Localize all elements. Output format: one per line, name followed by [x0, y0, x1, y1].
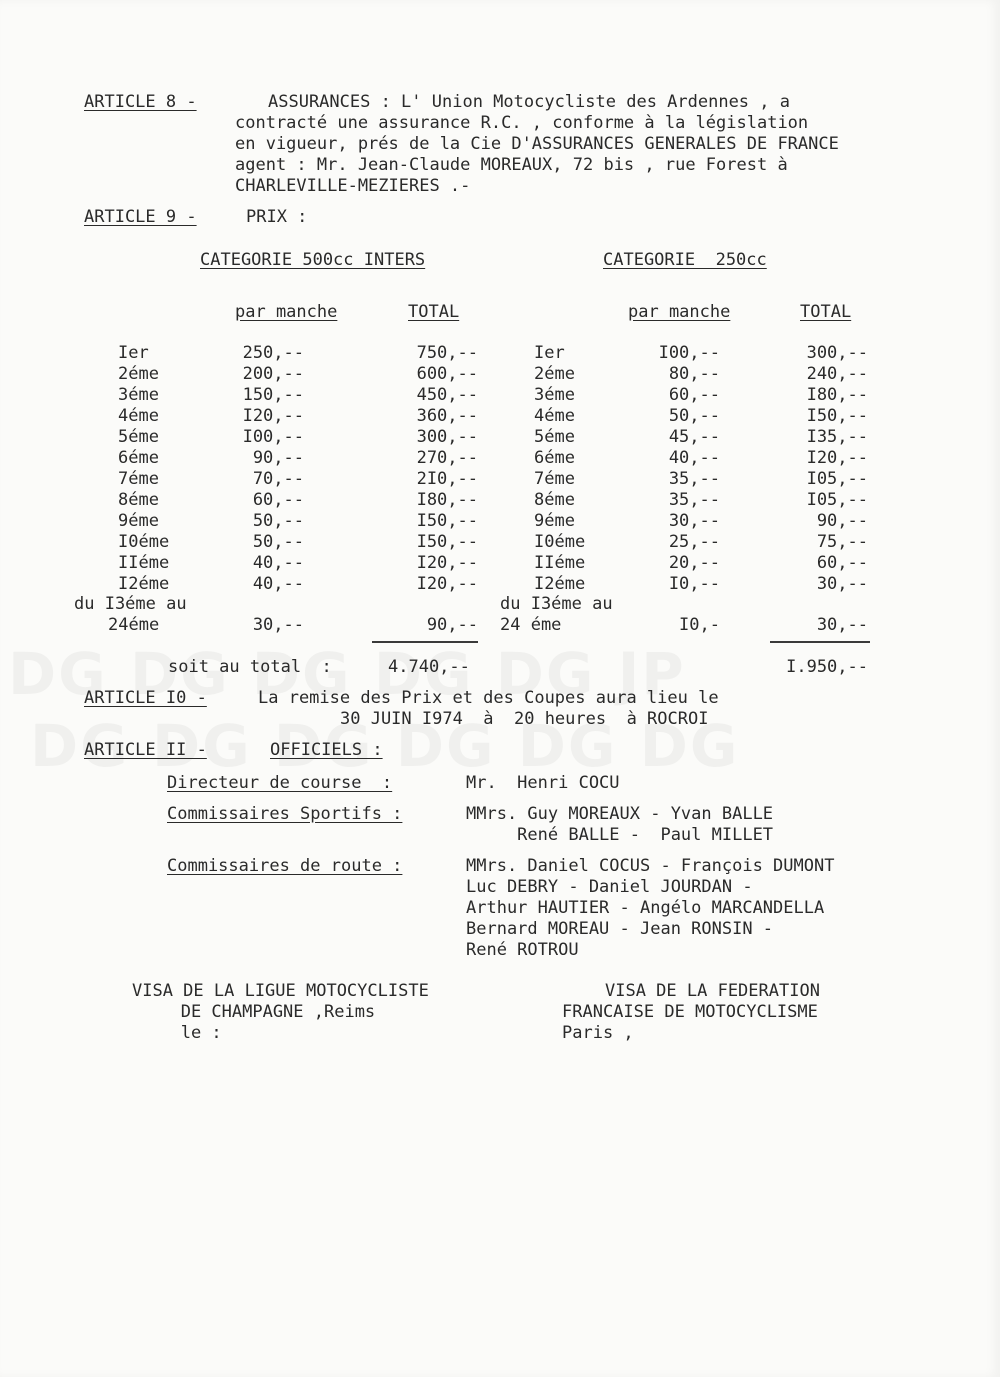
cat250-place-row-2: 2éme	[534, 364, 575, 384]
cat250-total-row-2: 240,--	[806, 364, 868, 384]
cat250-manche-row-10: 25,--	[668, 532, 720, 552]
cat500-place-row-1: Ier	[118, 343, 149, 363]
visa-federation-line-3: Paris ,	[562, 1023, 634, 1043]
visa-federation-line-2: FRANCAISE DE MOTOCYCLISME	[562, 1002, 818, 1022]
route-line-2: Luc DEBRY - Daniel JOURDAN -	[466, 877, 753, 897]
cat500-manche-row-6: 90,--	[252, 448, 304, 468]
article8-line-4: agent : Mr. Jean-Claude MOREAUX, 72 bis , rue Forest à	[235, 155, 788, 175]
cat250-total-row-11: 60,--	[816, 553, 868, 573]
cat250-manche-row-3: 60,--	[668, 385, 720, 405]
cat250-range-manche: I0,-	[679, 615, 720, 635]
cat250-total-row-10: 75,--	[816, 532, 868, 552]
cat500-place-row-5: 5éme	[118, 427, 159, 447]
sportifs-label: Commissaires Sportifs :	[167, 804, 403, 824]
cat500-col-total: TOTAL	[408, 302, 460, 322]
cat500-total-row-5: 300,--	[416, 427, 478, 447]
cat500-place-row-9: 9éme	[118, 511, 159, 531]
cat500-manche-row-2: 200,--	[242, 364, 304, 384]
cat250-manche-row-9: 30,--	[668, 511, 720, 531]
cat250-place-row-7: 7éme	[534, 469, 575, 489]
cat250-manche-row-8: 35,--	[668, 490, 720, 510]
cat250-place-row-8: 8éme	[534, 490, 575, 510]
cat250-heading: CATEGORIE 250cc	[603, 250, 767, 270]
route-line-3: Arthur HAUTIER - Angélo MARCANDELLA	[466, 898, 825, 918]
cat500-range-manche: 30,--	[252, 615, 304, 635]
visa-ligue-line-1: VISA DE LA LIGUE MOTOCYCLISTE	[132, 981, 429, 1001]
cat500-place-row-7: 7éme	[118, 469, 159, 489]
cat250-total-rule	[770, 641, 870, 643]
cat250-total-row-9: 90,--	[816, 511, 868, 531]
cat250-place-row-5: 5éme	[534, 427, 575, 447]
cat500-range-label-1: du I3éme au	[74, 594, 187, 614]
article10-label: ARTICLE I0 -	[84, 688, 207, 708]
cat250-place-row-12: I2éme	[534, 574, 586, 594]
cat500-total-row-8: I80,--	[416, 490, 478, 510]
cat500-place-row-8: 8éme	[118, 490, 159, 510]
cat500-total-row-7: 2I0,--	[416, 469, 478, 489]
article10-line-2: 30 JUIN I974 à 20 heures à ROCROI	[340, 709, 709, 729]
cat250-place-row-11: IIéme	[534, 553, 586, 573]
cat500-total-row-6: 270,--	[416, 448, 478, 468]
cat250-total-row-3: I80,--	[806, 385, 868, 405]
cat500-manche-row-5: I00,--	[242, 427, 304, 447]
article8-line-1: ASSURANCES : L' Union Motocycliste des Ardennes , a	[268, 92, 790, 112]
cat500-manche-row-12: 40,--	[252, 574, 304, 594]
cat250-manche-row-1: I00,--	[658, 343, 720, 363]
cat250-total-row-6: I20,--	[806, 448, 868, 468]
cat250-range-total: 30,--	[816, 615, 868, 635]
cat500-place-row-6: 6éme	[118, 448, 159, 468]
sportifs-line-2: René BALLE - Paul MILLET	[466, 825, 774, 845]
directeur-value: Mr. Henri COCU	[466, 773, 620, 793]
cat500-manche-row-9: 50,--	[252, 511, 304, 531]
route-line-4: Bernard MOREAU - Jean RONSIN -	[466, 919, 774, 939]
cat500-total-row-9: I50,--	[416, 511, 478, 531]
visa-ligue-line-3: le :	[150, 1023, 222, 1043]
cat250-place-row-10: I0éme	[534, 532, 586, 552]
cat500-place-row-3: 3éme	[118, 385, 159, 405]
cat500-total-row-10: I50,--	[416, 532, 478, 552]
directeur-label: Directeur de course :	[167, 773, 393, 793]
cat250-manche-row-4: 50,--	[668, 406, 720, 426]
visa-ligue-line-2: DE CHAMPAGNE ,Reims	[150, 1002, 376, 1022]
cat500-heading: CATEGORIE 500cc INTERS	[200, 250, 426, 270]
article11-label: ARTICLE II -	[84, 740, 207, 760]
cat250-place-row-4: 4éme	[534, 406, 575, 426]
cat250-place-row-6: 6éme	[534, 448, 575, 468]
cat250-total-row-4: I50,--	[806, 406, 868, 426]
cat250-manche-row-2: 80,--	[668, 364, 720, 384]
cat500-total-row-2: 600,--	[416, 364, 478, 384]
cat500-sum-label: soit au total :	[168, 657, 332, 677]
article8-label: ARTICLE 8 -	[84, 92, 197, 112]
cat250-place-row-1: Ier	[534, 343, 565, 363]
article11-title: OFFICIELS :	[270, 740, 383, 760]
cat500-sum-value: 4.740,--	[388, 657, 470, 677]
cat500-place-row-11: IIéme	[118, 553, 170, 573]
cat250-col-manche: par manche	[628, 302, 731, 322]
cat250-col-total: TOTAL	[800, 302, 852, 322]
cat500-manche-row-10: 50,--	[252, 532, 304, 552]
cat500-range-total: 90,--	[426, 615, 478, 635]
cat500-total-row-4: 360,--	[416, 406, 478, 426]
cat500-col-manche: par manche	[235, 302, 338, 322]
article9-title: PRIX :	[246, 207, 308, 227]
cat250-total-row-12: 30,--	[816, 574, 868, 594]
cat500-total-row-1: 750,--	[416, 343, 478, 363]
cat250-total-row-1: 300,--	[806, 343, 868, 363]
article8-line-5: CHARLEVILLE-MEZIERES .-	[235, 176, 471, 196]
cat250-total-row-8: I05,--	[806, 490, 868, 510]
cat250-manche-row-5: 45,--	[668, 427, 720, 447]
cat250-sum-value: I.950,--	[786, 657, 868, 677]
cat500-range-label-2: 24éme	[108, 615, 160, 635]
cat250-manche-row-7: 35,--	[668, 469, 720, 489]
cat500-total-row-12: I20,--	[416, 574, 478, 594]
cat500-manche-row-8: 60,--	[252, 490, 304, 510]
visa-federation-line-1: VISA DE LA FEDERATION	[605, 981, 820, 1001]
cat250-total-row-7: I05,--	[806, 469, 868, 489]
cat250-total-row-5: I35,--	[806, 427, 868, 447]
cat500-total-row-3: 450,--	[416, 385, 478, 405]
article9-label: ARTICLE 9 -	[84, 207, 197, 227]
cat250-manche-row-6: 40,--	[668, 448, 720, 468]
route-line-1: MMrs. Daniel COCUS - François DUMONT	[466, 856, 835, 876]
cat500-place-row-10: I0éme	[118, 532, 170, 552]
cat500-manche-row-4: I20,--	[242, 406, 304, 426]
cat500-total-row-11: I20,--	[416, 553, 478, 573]
sportifs-line-1: MMrs. Guy MOREAUX - Yvan BALLE	[466, 804, 774, 824]
cat500-place-row-2: 2éme	[118, 364, 159, 384]
cat250-manche-row-12: I0,--	[668, 574, 720, 594]
cat250-place-row-3: 3éme	[534, 385, 575, 405]
cat500-place-row-4: 4éme	[118, 406, 159, 426]
cat250-range-label-2: 24 éme	[500, 615, 562, 635]
cat500-place-row-12: I2éme	[118, 574, 170, 594]
route-label: Commissaires de route :	[167, 856, 403, 876]
cat500-manche-row-7: 70,--	[252, 469, 304, 489]
cat250-manche-row-11: 20,--	[668, 553, 720, 573]
article8-line-3: en vigueur, prés de la Cie D'ASSURANCES GENERALES DE FRANCE	[235, 134, 839, 154]
route-line-5: René ROTROU	[466, 940, 579, 960]
cat500-manche-row-3: 150,--	[242, 385, 304, 405]
cat500-manche-row-11: 40,--	[252, 553, 304, 573]
cat500-total-rule	[372, 641, 478, 643]
cat250-range-label-1: du I3éme au	[500, 594, 613, 614]
cat250-place-row-9: 9éme	[534, 511, 575, 531]
article10-line-1: La remise des Prix et des Coupes aura lieu le	[258, 688, 719, 708]
article8-line-2: contracté une assurance R.C. , conforme à la législation	[235, 113, 809, 133]
cat500-manche-row-1: 250,--	[242, 343, 304, 363]
